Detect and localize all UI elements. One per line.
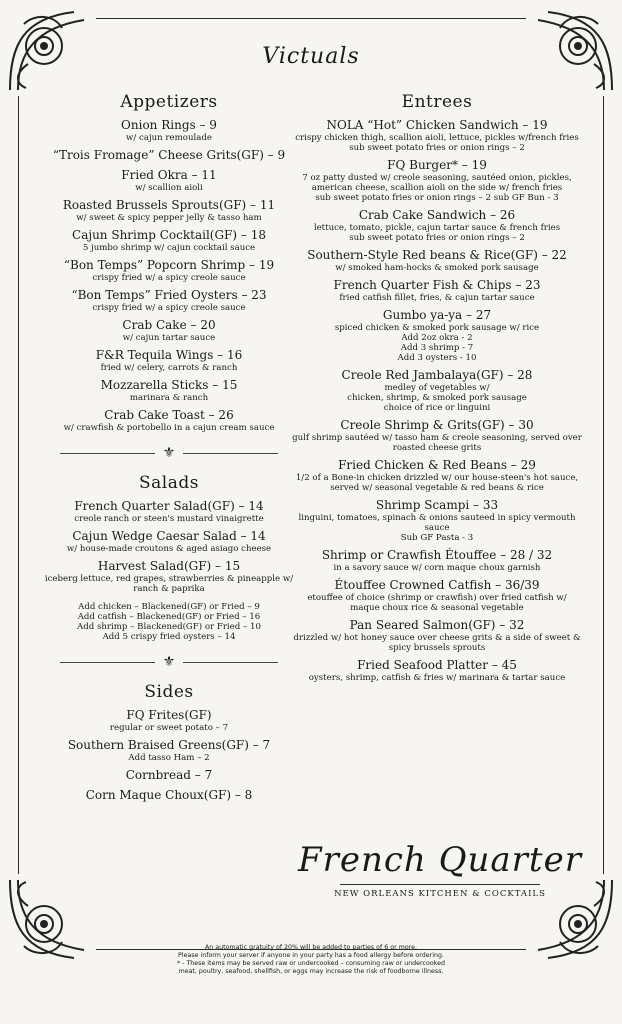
footer-notice [150,944,472,976]
menu-title: Victuals [262,44,360,69]
left-column [40,92,298,808]
menu-item-name: Cajun Shrimp Cocktail(GF) – 18 [72,228,266,242]
menu-item-name: Roasted Brussels Sprouts(GF) – 11 [62,198,276,212]
menu-item-name: “Bon Temps” Popcorn Shrimp – 19 [63,258,275,272]
menu-item [292,418,582,453]
menu-item-description: medley of vegetables w/ [384,383,490,393]
menu-item [292,658,582,683]
menu-item-name: Crab Cake Toast – 26 [104,408,234,422]
menu-item-description: fried catfish fillet, fries, & cajun tartar sauce [339,293,535,303]
entrees-heading: Entrees [401,92,473,112]
menu-item-description: iceberg lettuce, red grapes, strawberries & pineapple w/ ranch & paprika [44,574,294,594]
menu-item [40,499,298,524]
menu-item-description: sub sweet potato fries or onion rings – 2 [349,233,525,243]
fleur-de-lis-divider-icon: ⚜ [40,654,298,670]
menu-item [292,118,582,153]
menu-item [40,559,298,594]
frame-line [603,96,604,874]
menu-item [40,228,298,253]
menu-item-description: 1/2 of a Bone-in chicken drizzled w/ our house-steen's hot sauce, served w/ seasonal vegetable & red beans & rice [295,473,579,493]
footer-line: An automatic gratuity of 20% will be added to parties of 6 or more. [204,944,418,951]
menu-item-name: Mozzarella Sticks – 15 [100,378,238,392]
menu-item-description: creole ranch or steen's mustard vinaigrette [74,514,264,524]
menu-item [40,768,298,783]
menu-item-description: w/ scallion aioli [135,183,203,193]
menu-item-name: Fried Chicken & Red Beans – 29 [338,458,536,472]
menu-item-description: marinara & ranch [129,393,209,403]
menu-item-name: Pan Seared Salmon(GF) – 32 [349,618,525,632]
menu-item-description: Add tasso Ham – 2 [128,753,210,763]
menu-item [40,198,298,223]
logo-divider [340,884,540,885]
menu-item-description: w/ cajun tartar sauce [122,333,216,343]
menu-item-description: etouffee of choice (shrimp or crawfish) over fried catfish w/ maque choux rice & seasonal vegetable [307,593,567,613]
menu-item-name: Shrimp Scampi – 33 [375,498,499,512]
menu-item-description: crispy fried w/ a spicy creole sauce [92,273,246,283]
menu-item [292,548,582,573]
menu-item-name: Southern Braised Greens(GF) – 7 [67,738,271,752]
menu-item-description: oysters, shrimp, catfish & fries w/ marinara & tartar sauce [308,673,566,683]
menu-item-description: sub sweet potato fries or onion rings – 2 sub GF Bun - 3 [315,193,559,203]
menu-item-name: FQ Frites(GF) [126,708,212,722]
footer-line: * - These items may be served raw or undercooked – consuming raw or undercooked [177,960,445,967]
menu-item-description: choice of rice or linguini [383,403,491,413]
menu-item [40,148,298,163]
menu-item-name: Shrimp or Crawfish Étouffee – 28 / 32 [321,548,553,562]
menu-item-description: w/ cajun remoulade [126,133,212,143]
frame-line [18,96,19,874]
menu-item [40,378,298,403]
menu-item-name: Corn Maque Choux(GF) – 8 [85,788,253,802]
menu-item [40,529,298,554]
salad-addon-line: Add chicken – Blackened(GF) or Fried – 9 [78,602,260,612]
menu-item-name: Gumbo ya-ya – 27 [382,308,492,322]
menu-item [40,118,298,143]
menu-item [40,788,298,803]
menu-item [40,318,298,343]
menu-item [40,708,298,733]
menu-item-description: crispy fried w/ a spicy creole sauce [92,303,246,313]
footer-line: Please inform your server if anyone in your party has a food allergy before ordering. [178,952,444,959]
logo-title: French Quarter [298,840,582,880]
right-column [292,92,582,688]
menu-item-description: lettuce, tomato, pickle, cajun tartar sauce & french fries [313,223,561,233]
menu-item-name: Onion Rings – 9 [121,118,217,132]
sides-heading: Sides [144,682,194,702]
menu-item-description: w/ sweet & spicy pepper jelly & tasso ham [76,213,262,223]
menu-item-name: French Quarter Salad(GF) – 14 [74,499,264,513]
menu-item-name: FQ Burger* – 19 [387,158,487,172]
menu-item-description: drizzled w/ hot honey sauce over cheese grits & a side of sweet & spicy brussels sprouts [293,633,581,653]
corner-ornament-icon [4,874,96,966]
menu-item [40,168,298,193]
menu-item-name: “Trois Fromage” Cheese Grits(GF) – 9 [52,148,286,162]
menu-item-name: Creole Red Jambalaya(GF) – 28 [341,368,533,382]
menu-item-description: chicken, shrimp, & smoked pork sausage [347,393,527,403]
menu-item-name: French Quarter Fish & Chips – 23 [333,278,541,292]
menu-item-name: NOLA “Hot” Chicken Sandwich – 19 [326,118,548,132]
menu-item-description: regular or sweet potato – 7 [109,723,229,733]
menu-item [292,208,582,243]
menu-item [292,368,582,413]
salad-addon-line: Add catfish – Blackened(GF) or Fried – 16 [77,612,261,622]
salads-heading: Salads [139,473,199,493]
menu-item [292,308,582,363]
logo-subtitle: NEW ORLEANS KITCHEN & COCKTAILS [334,889,546,899]
menu-item-description: 7 oz patty dusted w/ creole seasoning, sautéed onion, pickles, american cheese, scallion aioli on the side w/ french fries [302,173,572,193]
menu-item-description: w/ house-made croutons & aged asiago cheese [66,544,272,554]
footer-line: meat, poultry, seafood, shellfish, or eggs may increase the risk of foodborne illness. [178,968,444,975]
appetizers-list [40,118,298,433]
menu-item [40,738,298,763]
sides-list [40,708,298,803]
menu-item [40,348,298,373]
menu-item-name: Crab Cake – 20 [122,318,216,332]
menu-item-description: w/ smoked ham-hocks & smoked pork sausage [335,263,539,273]
menu-item-name: Crab Cake Sandwich – 26 [358,208,516,222]
menu-item-description: crispy chicken thigh, scallion aioli, lettuce, pickles w/french fries [295,133,579,143]
salads-list [40,499,298,594]
menu-item-name: Fried Okra – 11 [121,168,217,182]
menu-item [292,248,582,273]
frame-line [96,18,526,19]
menu-item [292,158,582,203]
menu-item-description: in a savory sauce w/ corn maque choux garnish [333,563,541,573]
menu-item-description: 5 jumbo shrimp w/ cajun cocktail sauce [82,243,256,253]
salad-addon-line: Add shrimp – Blackened(GF) or Fried – 10 [77,622,261,632]
menu-item [292,458,582,493]
menu-item [40,288,298,313]
menu-item-description: linguini, tomatoes, spinach & onions sauteed in spicy vermouth sauce [298,513,576,533]
menu-item-name: Creole Shrimp & Grits(GF) – 30 [340,418,534,432]
menu-item-name: Harvest Salad(GF) – 15 [97,559,241,573]
menu-item [292,618,582,653]
entrees-list [292,118,582,683]
salad-addon-line: Add 5 crispy fried oysters – 14 [102,632,236,642]
menu-item-description: w/ crawfish & portobello in a cajun cream sauce [63,423,275,433]
menu-item-description: sub sweet potato fries or onion rings – 2 [349,143,525,153]
menu-item-name: F&R Tequila Wings – 16 [95,348,243,362]
menu-item-description: fried w/ celery, carrots & ranch [100,363,238,373]
salad-addons [40,602,298,642]
menu-item [40,408,298,433]
menu-item-description: Add 3 oysters - 10 [397,353,477,363]
menu-item-name: Cornbread – 7 [125,768,213,782]
menu-item-description: spiced chicken & smoked pork sausage w/ rice [334,323,540,333]
menu-item-name: Fried Seafood Platter – 45 [357,658,517,672]
menu-item [40,258,298,283]
menu-item-description: Add 2oz okra - 2 [401,333,473,343]
menu-item-description: Sub GF Pasta - 3 [400,533,474,543]
menu-item-name: Étouffee Crowned Catfish – 36/39 [334,578,540,592]
menu-item [292,498,582,543]
restaurant-logo [298,840,582,899]
menu-item-description: gulf shrimp sautéed w/ tasso ham & creole seasoning, served over roasted cheese grits [292,433,582,453]
menu-item-name: Cajun Wedge Caesar Salad – 14 [72,529,266,543]
appetizers-heading: Appetizers [120,92,218,112]
menu-item-description: Add 3 shrimp - 7 [400,343,474,353]
menu-item [292,578,582,613]
menu-item-name: “Bon Temps” Fried Oysters – 23 [71,288,267,302]
fleur-de-lis-divider-icon: ⚜ [40,445,298,461]
menu-item [292,278,582,303]
menu-item-name: Southern-Style Red beans & Rice(GF) – 22 [307,248,567,262]
